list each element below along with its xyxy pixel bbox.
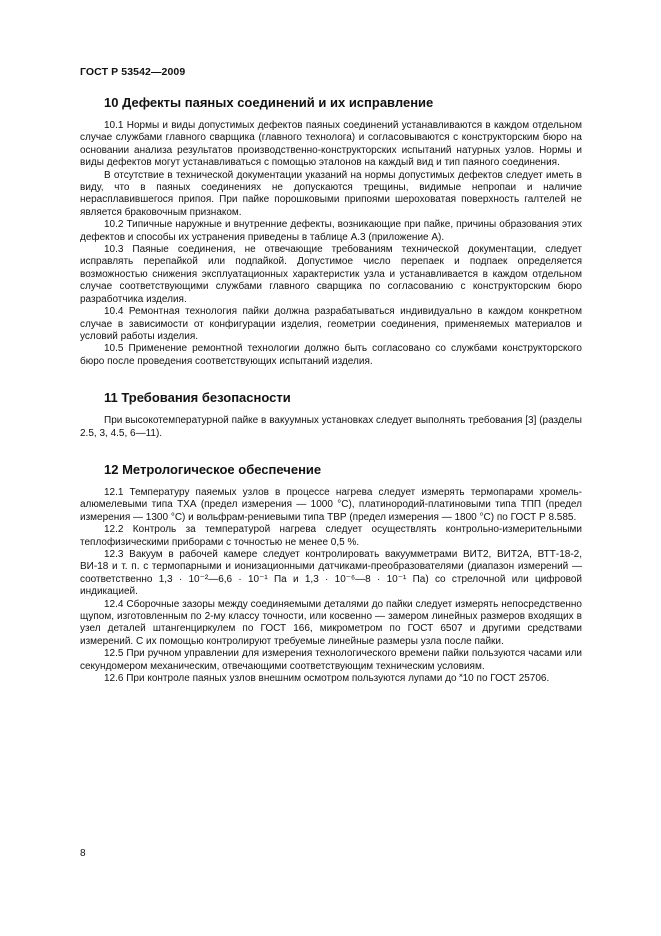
paragraph-10-2: 10.2 Типичные наружные и внутренние дефекты, возникающие при пайке, причины образования этих дефектов и способы их устранения приведены в таблице А.3 (приложение А). [80,219,582,243]
section-title: 12 Метрологическое обеспечение [104,461,322,477]
section-title: 11 Требования безопасности [104,390,291,406]
section-title: 10 Дефекты паяных соединений и их исправление [104,95,434,110]
section-10-defects [80,95,582,368]
paragraph-12-5: 12.5 При ручном управлении для измерения технологического времени пайки пользуются часами или секундомером механическим, отвечающими соответствующим техническим условиям. [80,648,582,672]
paragraph-10-5: 10.5 Применение ремонтной технологии должно быть согласовано со службами конструкторского бюро после проведения соответствующих испытаний изделия. [80,343,582,367]
section-11-safety [80,390,582,440]
paragraph-12-4: 12.4 Сборочные зазоры между соединяемыми деталями до пайки следует измерять непосредственно щупом, изготовленным по 2-му классу точности, или косвенно — замером линейных размеров входящих в узел деталей штангенциркулем по ГОСТ 166, микрометром по ГОСТ 6507 и другими средствами измерений. С их помощью контролируют требуемые линейные размеры узла после пайки. [80,598,582,647]
page-number: 8 [80,848,86,859]
paragraph-12-2: 12.2 Контроль за температурой нагрева следует осуществлять контрольно-измерительными теплофизическими приборами с точностью не менее 0,5 %. [80,524,582,548]
paragraph-10-4: 10.4 Ремонтная технология пайки должна разрабатываться индивидуально в каждом конкретном случае в зависимости от конфигурации изделия, геометрии соединения, применяемых материалов и условий работы изделия. [80,306,582,342]
paragraph-12-1: 12.1 Температуру паяемых узлов в процессе нагрева следует измерять термопарами хромель-алюмелевыми типа ТХА (предел измерения — 1000 °С), платинородий-платиновыми типа ТПП (предел измерения — 1300 °С) и вольфрам-рениевыми типа ТВР (предел измерения — 1800 °С) по ГОСТ Р 8.585. [80,486,582,523]
document-body [80,86,582,685]
document-header: ГОСТ Р 53542—2009 [80,66,186,78]
paragraph-12-6: 12.6 При контроле паяных узлов внешним осмотром пользуются лупами до ˟10 по ГОСТ 25706. [104,673,550,685]
paragraph-10-1: 10.1 Нормы и виды допустимых дефектов паяных соединений устанавливаются в каждом отдельном случае службами главного сварщика (главного технолога) и согласовываются с конструкторским бюро на основании анализа результатов производственно-конструкторских испытаний натурных узлов. Нормы и виды дефектов могут устанавливаться с помощью эталонов на каждый вид и тип паяного соединения. [80,120,582,169]
paragraph-11: При высокотемпературной пайке в вакуумных установках следует выполнять требования [3] (разделы 2.5, 3, 4.5, 6—11). [80,415,582,439]
paragraph-10-3: 10.3 Паяные соединения, не отвечающие требованиям технической документации, следует исправлять перепайкой или подпайкой. Допустимое число перепаек и подпаек определяется возможностью снижения эксплуатационных характеристик узла и устанавливается в каждом отдельном случае соответствующими службами главного сварщика по согласованию с конструкторским бюро разработчика изделия. [80,244,582,305]
section-12-metrology [80,462,582,686]
paragraph-10-1-note: В отсутствие в технической документации указаний на нормы допустимых дефектов следует иметь в виду, что в паяных соединениях не допускаются трещины, видимые непропаи и наличие нерасплавившегося припоя. При пайке порошковыми припоями шероховатая поверхность галтелей не является браковочным признаком. [80,169,582,218]
paragraph-12-3: 12.3 Вакуум в рабочей камере следует контролировать вакуумметрами ВИТ2, ВИТ2А, ВТТ-18-2, ВИ-18 и т. п. с термопарными и ионизационными датчиками-преобразователями (диапазон измерений — соответственно 1,3 · 10⁻²—6,6 · 10⁻¹ Па и 1,3 · 10⁻⁶—8 · 10⁻¹ Па) со стрелочной или цифровой индикацией. [80,548,582,598]
